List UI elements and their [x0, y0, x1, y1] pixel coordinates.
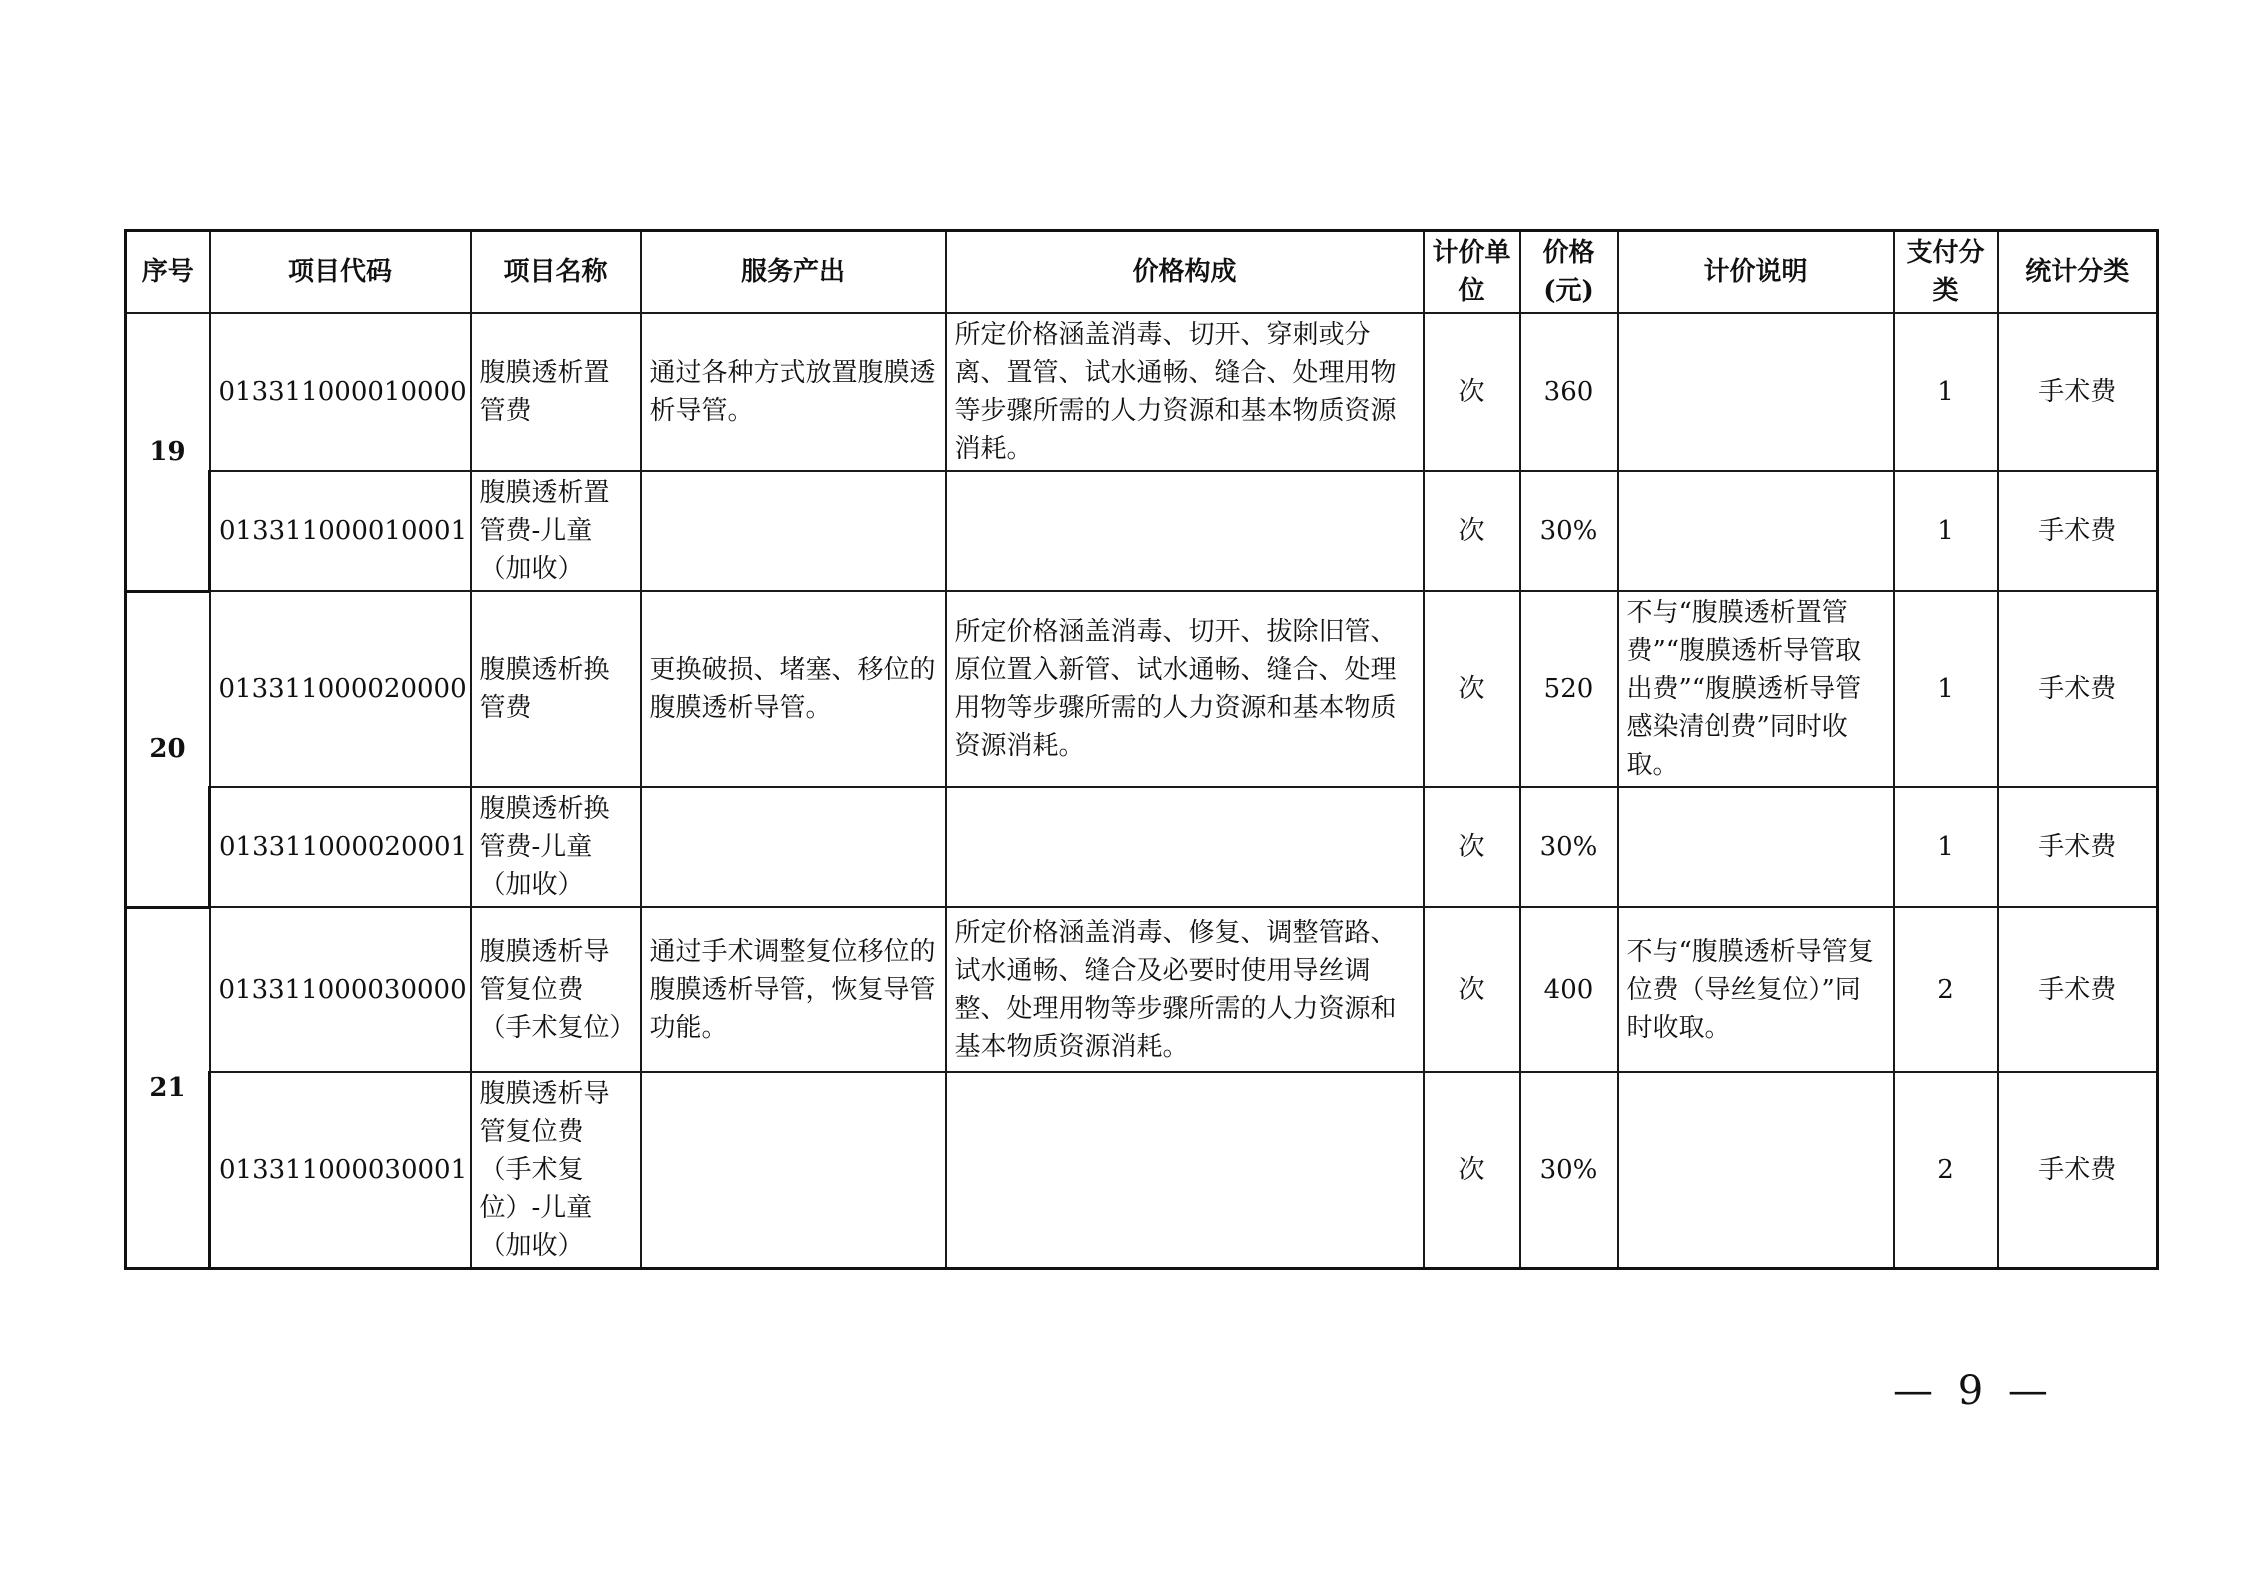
- stat-cell: 手术费: [1998, 313, 2158, 471]
- output-cell: [641, 787, 946, 907]
- code-cell: 013311000030000: [210, 907, 471, 1072]
- output-cell: 更换破损、堵塞、移位的腹膜透析导管。: [641, 591, 946, 787]
- pay-cell: 1: [1894, 591, 1998, 787]
- header-pay: 支付分类: [1894, 231, 1998, 314]
- table-row: [126, 787, 2158, 907]
- code-cell: 013311000030001: [210, 1072, 471, 1269]
- composition-cell: 所定价格涵盖消毒、切开、穿刺或分离、置管、试水通畅、缝合、处理用物等步骤所需的人力资源和基本物质资源消耗。: [946, 313, 1424, 471]
- table-row: [126, 1072, 2158, 1269]
- code-cell: 013311000020001: [210, 787, 471, 907]
- stat-cell: 手术费: [1998, 787, 2158, 907]
- stat-cell: 手术费: [1998, 907, 2158, 1072]
- output-cell: [641, 471, 946, 591]
- name-cell: 腹膜透析换管费-儿童（加收）: [471, 787, 641, 907]
- header-composition: 价格构成: [946, 231, 1424, 314]
- code-cell: 013311000010001: [210, 471, 471, 591]
- output-cell: 通过各种方式放置腹膜透析导管。: [641, 313, 946, 471]
- stat-cell: 手术费: [1998, 1072, 2158, 1269]
- seq-cell: 21: [126, 907, 210, 1269]
- stat-cell: 手术费: [1998, 591, 2158, 787]
- unit-cell: 次: [1424, 471, 1520, 591]
- output-cell: 通过手术调整复位移位的腹膜透析导管，恢复导管功能。: [641, 907, 946, 1072]
- header-note: 计价说明: [1618, 231, 1894, 314]
- price-table: [124, 229, 2159, 1270]
- price-cell: 520: [1520, 591, 1618, 787]
- table-header-row: [126, 231, 2158, 314]
- composition-cell: [946, 1072, 1424, 1269]
- unit-cell: 次: [1424, 907, 1520, 1072]
- name-cell: 腹膜透析置管费: [471, 313, 641, 471]
- header-stat: 统计分类: [1998, 231, 2158, 314]
- price-cell: 30%: [1520, 471, 1618, 591]
- note-cell: [1618, 471, 1894, 591]
- composition-cell: [946, 471, 1424, 591]
- stat-cell: 手术费: [1998, 471, 2158, 591]
- note-cell: 不与“腹膜透析置管费”“腹膜透析导管取出费”“腹膜透析导管感染清创费”同时收取。: [1618, 591, 1894, 787]
- header-code: 项目代码: [210, 231, 471, 314]
- header-price: 价格(元): [1520, 231, 1618, 314]
- pay-cell: 1: [1894, 313, 1998, 471]
- unit-cell: 次: [1424, 787, 1520, 907]
- pay-cell: 1: [1894, 787, 1998, 907]
- note-cell: [1618, 1072, 1894, 1269]
- code-cell: 013311000020000: [210, 591, 471, 787]
- table-row: [126, 313, 2158, 471]
- table-row: [126, 471, 2158, 591]
- table-row: [126, 907, 2158, 1072]
- seq-cell: 20: [126, 591, 210, 907]
- price-cell: 30%: [1520, 1072, 1618, 1269]
- pay-cell: 2: [1894, 1072, 1998, 1269]
- unit-cell: 次: [1424, 313, 1520, 471]
- header-unit: 计价单位: [1424, 231, 1520, 314]
- pay-cell: 1: [1894, 471, 1998, 591]
- pay-cell: 2: [1894, 907, 1998, 1072]
- unit-cell: 次: [1424, 1072, 1520, 1269]
- composition-cell: 所定价格涵盖消毒、切开、拔除旧管、原位置入新管、试水通畅、缝合、处理用物等步骤所需的人力资源和基本物质资源消耗。: [946, 591, 1424, 787]
- name-cell: 腹膜透析导管复位费（手术复位）-儿童（加收）: [471, 1072, 641, 1269]
- composition-cell: 所定价格涵盖消毒、修复、调整管路、试水通畅、缝合及必要时使用导丝调整、处理用物等步骤所需的人力资源和基本物质资源消耗。: [946, 907, 1424, 1072]
- composition-cell: [946, 787, 1424, 907]
- name-cell: 腹膜透析换管费: [471, 591, 641, 787]
- seq-cell: 19: [126, 313, 210, 591]
- code-cell: 013311000010000: [210, 313, 471, 471]
- page-number: — 9 —: [1893, 1368, 2054, 1414]
- unit-cell: 次: [1424, 591, 1520, 787]
- name-cell: 腹膜透析置管费-儿童（加收）: [471, 471, 641, 591]
- header-name: 项目名称: [471, 231, 641, 314]
- note-cell: [1618, 313, 1894, 471]
- note-cell: [1618, 787, 1894, 907]
- price-cell: 400: [1520, 907, 1618, 1072]
- name-cell: 腹膜透析导管复位费（手术复位）: [471, 907, 641, 1072]
- output-cell: [641, 1072, 946, 1269]
- header-seq: 序号: [126, 231, 210, 314]
- table-row: [126, 591, 2158, 787]
- price-cell: 360: [1520, 313, 1618, 471]
- note-cell: 不与“腹膜透析导管复位费（导丝复位）”同时收取。: [1618, 907, 1894, 1072]
- header-output: 服务产出: [641, 231, 946, 314]
- price-cell: 30%: [1520, 787, 1618, 907]
